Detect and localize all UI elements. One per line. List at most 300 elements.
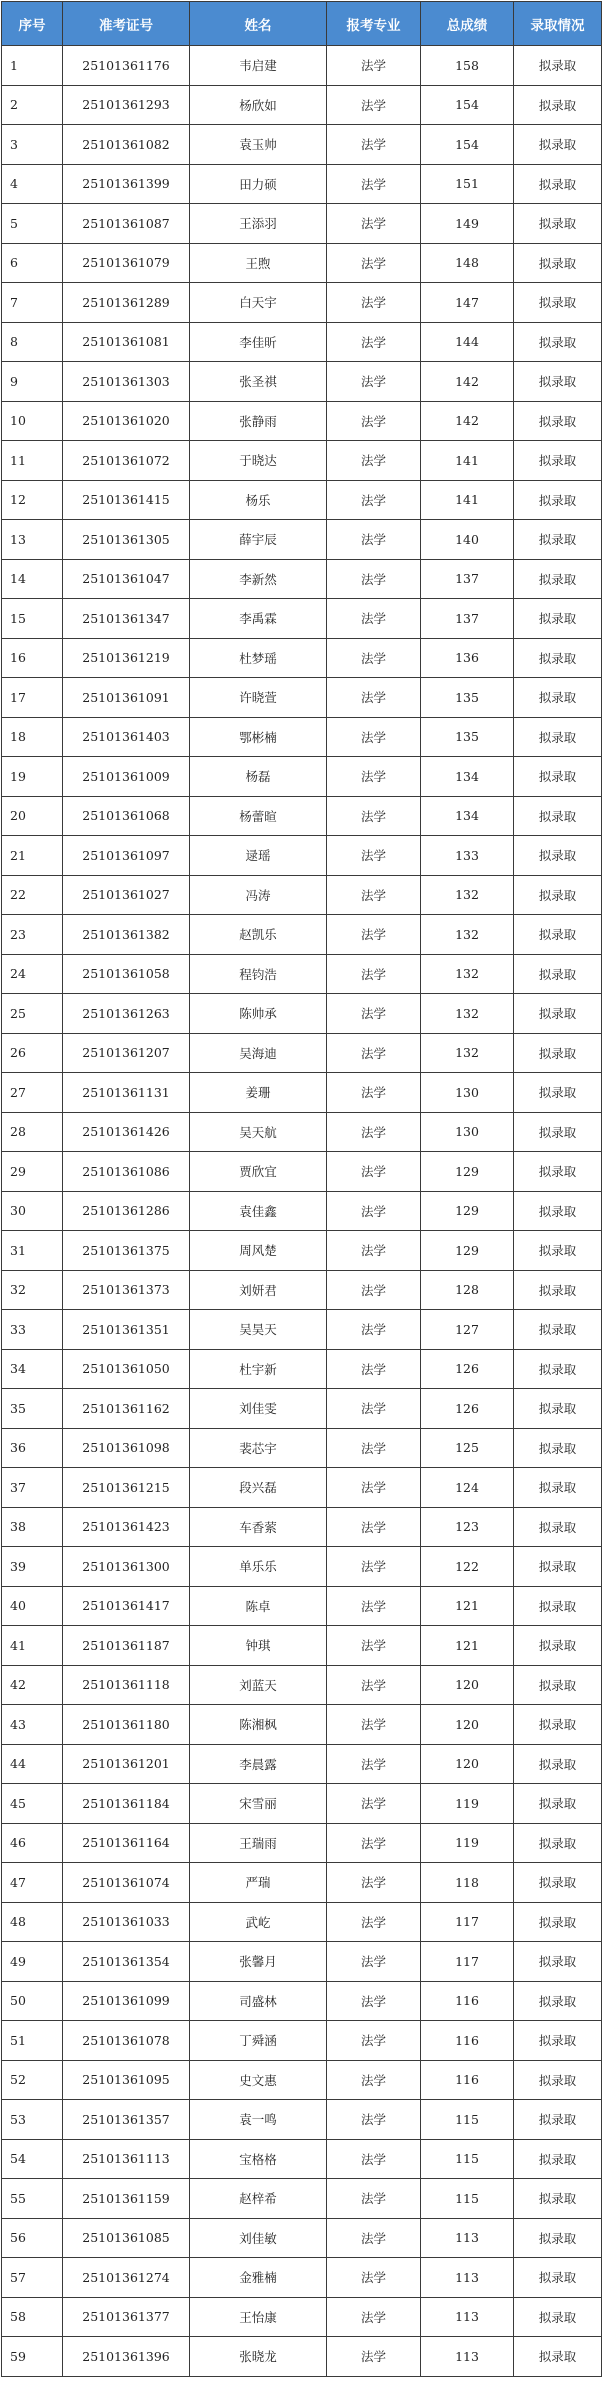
major-cell: 法学 (327, 322, 421, 362)
name-cell: 段兴磊 (190, 1468, 327, 1508)
total-score-cell: 144 (421, 322, 514, 362)
total-score-cell: 148 (421, 243, 514, 283)
name-cell: 袁玉帅 (190, 125, 327, 165)
exam-number-cell: 25101361082 (63, 125, 190, 165)
exam-number-cell: 25101361113 (63, 2139, 190, 2179)
name-cell: 杜梦瑶 (190, 638, 327, 678)
name-cell: 王煦 (190, 243, 327, 283)
seq-cell: 12 (2, 480, 63, 520)
exam-number-cell: 25101361305 (63, 520, 190, 560)
name-cell: 许晓萱 (190, 678, 327, 718)
admission-status-cell: 拟录取 (514, 1823, 602, 1863)
seq-cell: 37 (2, 1468, 63, 1508)
header-admission-status: 录取情况 (514, 2, 602, 46)
total-score-cell: 134 (421, 757, 514, 797)
exam-number-cell: 25101361074 (63, 1863, 190, 1903)
name-cell: 严瑞 (190, 1863, 327, 1903)
admission-status-cell: 拟录取 (514, 85, 602, 125)
exam-number-cell: 25101361426 (63, 1112, 190, 1152)
major-cell: 法学 (327, 2179, 421, 2219)
admission-status-cell: 拟录取 (514, 757, 602, 797)
table-row (2, 1981, 602, 2021)
total-score-cell: 117 (421, 1902, 514, 1942)
name-cell: 王怡康 (190, 2297, 327, 2337)
name-cell: 鄂彬楠 (190, 717, 327, 757)
table-row (2, 836, 602, 876)
table-row (2, 1033, 602, 1073)
table-row (2, 559, 602, 599)
table-row (2, 2139, 602, 2179)
major-cell: 法学 (327, 401, 421, 441)
total-score-cell: 147 (421, 283, 514, 323)
exam-number-cell: 25101361303 (63, 362, 190, 402)
total-score-cell: 117 (421, 1942, 514, 1982)
admission-status-cell: 拟录取 (514, 1665, 602, 1705)
table-row (2, 875, 602, 915)
exam-number-cell: 25101361180 (63, 1705, 190, 1745)
total-score-cell: 129 (421, 1231, 514, 1271)
seq-cell: 26 (2, 1033, 63, 1073)
total-score-cell: 154 (421, 125, 514, 165)
admission-status-cell: 拟录取 (514, 836, 602, 876)
seq-cell: 48 (2, 1902, 63, 1942)
exam-number-cell: 25101361078 (63, 2021, 190, 2061)
major-cell: 法学 (327, 836, 421, 876)
admission-status-cell: 拟录取 (514, 1468, 602, 1508)
major-cell: 法学 (327, 1073, 421, 1113)
major-cell: 法学 (327, 2258, 421, 2298)
exam-number-cell: 25101361162 (63, 1389, 190, 1429)
admission-status-cell: 拟录取 (514, 1586, 602, 1626)
admission-status-cell: 拟录取 (514, 599, 602, 639)
table-row (2, 1547, 602, 1587)
name-cell: 陈湘枫 (190, 1705, 327, 1745)
seq-cell: 14 (2, 559, 63, 599)
table-row (2, 796, 602, 836)
total-score-cell: 113 (421, 2337, 514, 2377)
major-cell: 法学 (327, 243, 421, 283)
admission-status-cell: 拟录取 (514, 204, 602, 244)
table-row (2, 954, 602, 994)
seq-cell: 25 (2, 994, 63, 1034)
table-row (2, 1784, 602, 1824)
major-cell: 法学 (327, 1784, 421, 1824)
seq-cell: 58 (2, 2297, 63, 2337)
total-score-cell: 125 (421, 1428, 514, 1468)
exam-number-cell: 25101361176 (63, 46, 190, 86)
name-cell: 姜珊 (190, 1073, 327, 1113)
seq-cell: 56 (2, 2218, 63, 2258)
exam-number-cell: 25101361201 (63, 1744, 190, 1784)
total-score-cell: 116 (421, 2060, 514, 2100)
exam-number-cell: 25101361027 (63, 875, 190, 915)
major-cell: 法学 (327, 875, 421, 915)
admission-status-cell: 拟录取 (514, 1191, 602, 1231)
exam-number-cell: 25101361215 (63, 1468, 190, 1508)
seq-cell: 54 (2, 2139, 63, 2179)
seq-cell: 53 (2, 2100, 63, 2140)
table-row (2, 2218, 602, 2258)
total-score-cell: 116 (421, 2021, 514, 2061)
admission-status-cell: 拟录取 (514, 164, 602, 204)
admission-status-cell: 拟录取 (514, 796, 602, 836)
major-cell: 法学 (327, 520, 421, 560)
exam-number-cell: 25101361079 (63, 243, 190, 283)
exam-number-cell: 25101361184 (63, 1784, 190, 1824)
major-cell: 法学 (327, 362, 421, 402)
exam-number-cell: 25101361351 (63, 1310, 190, 1350)
name-cell: 周风楚 (190, 1231, 327, 1271)
seq-cell: 36 (2, 1428, 63, 1468)
admission-status-cell: 拟录取 (514, 1231, 602, 1271)
major-cell: 法学 (327, 2021, 421, 2061)
major-cell: 法学 (327, 994, 421, 1034)
seq-cell: 39 (2, 1547, 63, 1587)
name-cell: 杨欣如 (190, 85, 327, 125)
major-cell: 法学 (327, 954, 421, 994)
table-row (2, 480, 602, 520)
table-row (2, 757, 602, 797)
total-score-cell: 113 (421, 2218, 514, 2258)
seq-cell: 59 (2, 2337, 63, 2377)
name-cell: 程钧浩 (190, 954, 327, 994)
exam-number-cell: 25101361099 (63, 1981, 190, 2021)
table-row (2, 204, 602, 244)
total-score-cell: 127 (421, 1310, 514, 1350)
admission-status-cell: 拟录取 (514, 1942, 602, 1982)
seq-cell: 2 (2, 85, 63, 125)
major-cell: 法学 (327, 1547, 421, 1587)
total-score-cell: 135 (421, 678, 514, 718)
major-cell: 法学 (327, 1744, 421, 1784)
name-cell: 刘妍君 (190, 1270, 327, 1310)
name-cell: 金雅楠 (190, 2258, 327, 2298)
exam-number-cell: 25101361020 (63, 401, 190, 441)
table-row (2, 2297, 602, 2337)
major-cell: 法学 (327, 2139, 421, 2179)
table-row (2, 1902, 602, 1942)
total-score-cell: 115 (421, 2179, 514, 2219)
table-row (2, 1428, 602, 1468)
name-cell: 李禹霖 (190, 599, 327, 639)
seq-cell: 43 (2, 1705, 63, 1745)
major-cell: 法学 (327, 1231, 421, 1271)
major-cell: 法学 (327, 441, 421, 481)
table-row (2, 1705, 602, 1745)
exam-number-cell: 25101361415 (63, 480, 190, 520)
name-cell: 冯涛 (190, 875, 327, 915)
name-cell: 杨磊 (190, 757, 327, 797)
seq-cell: 10 (2, 401, 63, 441)
exam-number-cell: 25101361097 (63, 836, 190, 876)
major-cell: 法学 (327, 559, 421, 599)
major-cell: 法学 (327, 717, 421, 757)
admission-status-cell: 拟录取 (514, 46, 602, 86)
seq-cell: 41 (2, 1626, 63, 1666)
admission-status-cell: 拟录取 (514, 1033, 602, 1073)
exam-number-cell: 25101361047 (63, 559, 190, 599)
total-score-cell: 140 (421, 520, 514, 560)
name-cell: 刘佳敏 (190, 2218, 327, 2258)
admission-status-cell: 拟录取 (514, 2218, 602, 2258)
exam-number-cell: 25101361354 (63, 1942, 190, 1982)
seq-cell: 42 (2, 1665, 63, 1705)
table-row (2, 1586, 602, 1626)
admission-status-cell: 拟录取 (514, 717, 602, 757)
exam-number-cell: 25101361373 (63, 1270, 190, 1310)
admission-status-cell: 拟录取 (514, 875, 602, 915)
total-score-cell: 132 (421, 915, 514, 955)
table-row (2, 1626, 602, 1666)
total-score-cell: 119 (421, 1784, 514, 1824)
name-cell: 刘佳雯 (190, 1389, 327, 1429)
table-row (2, 1863, 602, 1903)
exam-number-cell: 25101361293 (63, 85, 190, 125)
total-score-cell: 128 (421, 1270, 514, 1310)
seq-cell: 24 (2, 954, 63, 994)
admission-status-cell: 拟录取 (514, 125, 602, 165)
major-cell: 法学 (327, 283, 421, 323)
seq-cell: 31 (2, 1231, 63, 1271)
name-cell: 李佳昕 (190, 322, 327, 362)
major-cell: 法学 (327, 125, 421, 165)
admission-status-cell: 拟录取 (514, 1389, 602, 1429)
total-score-cell: 126 (421, 1389, 514, 1429)
table-row (2, 717, 602, 757)
table-row (2, 125, 602, 165)
seq-cell: 51 (2, 2021, 63, 2061)
table-row (2, 678, 602, 718)
header-row (2, 2, 602, 46)
table-row (2, 243, 602, 283)
header-exam-number: 准考证号 (63, 2, 190, 46)
table-header (2, 2, 602, 46)
exam-number-cell: 25101361159 (63, 2179, 190, 2219)
name-cell: 袁一鸣 (190, 2100, 327, 2140)
total-score-cell: 141 (421, 480, 514, 520)
admission-status-cell: 拟录取 (514, 1349, 602, 1389)
seq-cell: 15 (2, 599, 63, 639)
total-score-cell: 151 (421, 164, 514, 204)
table-row (2, 2258, 602, 2298)
name-cell: 赵梓希 (190, 2179, 327, 2219)
major-cell: 法学 (327, 1152, 421, 1192)
major-cell: 法学 (327, 2060, 421, 2100)
exam-number-cell: 25101361087 (63, 204, 190, 244)
table-row (2, 1942, 602, 1982)
seq-cell: 35 (2, 1389, 63, 1429)
table-row (2, 1270, 602, 1310)
admission-status-cell: 拟录取 (514, 1073, 602, 1113)
major-cell: 法学 (327, 1191, 421, 1231)
major-cell: 法学 (327, 1942, 421, 1982)
major-cell: 法学 (327, 1468, 421, 1508)
exam-number-cell: 25101361164 (63, 1823, 190, 1863)
total-score-cell: 142 (421, 362, 514, 402)
total-score-cell: 121 (421, 1586, 514, 1626)
table-row (2, 520, 602, 560)
total-score-cell: 120 (421, 1665, 514, 1705)
total-score-cell: 120 (421, 1705, 514, 1745)
major-cell: 法学 (327, 480, 421, 520)
total-score-cell: 132 (421, 1033, 514, 1073)
exam-number-cell: 25101361423 (63, 1507, 190, 1547)
total-score-cell: 137 (421, 559, 514, 599)
seq-cell: 13 (2, 520, 63, 560)
admission-status-cell: 拟录取 (514, 1784, 602, 1824)
admission-status-cell: 拟录取 (514, 480, 602, 520)
seq-cell: 28 (2, 1112, 63, 1152)
total-score-cell: 120 (421, 1744, 514, 1784)
table-row (2, 1389, 602, 1429)
total-score-cell: 126 (421, 1349, 514, 1389)
major-cell: 法学 (327, 1033, 421, 1073)
admission-status-cell: 拟录取 (514, 1428, 602, 1468)
name-cell: 杨乐 (190, 480, 327, 520)
admission-status-cell: 拟录取 (514, 2060, 602, 2100)
seq-cell: 55 (2, 2179, 63, 2219)
major-cell: 法学 (327, 1586, 421, 1626)
admission-status-cell: 拟录取 (514, 1112, 602, 1152)
seq-cell: 9 (2, 362, 63, 402)
seq-cell: 19 (2, 757, 63, 797)
major-cell: 法学 (327, 2100, 421, 2140)
seq-cell: 16 (2, 638, 63, 678)
exam-number-cell: 25101361072 (63, 441, 190, 481)
admission-status-cell: 拟录取 (514, 678, 602, 718)
table-row (2, 2100, 602, 2140)
name-cell: 袁佳鑫 (190, 1191, 327, 1231)
exam-number-cell: 25101361033 (63, 1902, 190, 1942)
total-score-cell: 133 (421, 836, 514, 876)
name-cell: 吴天航 (190, 1112, 327, 1152)
admission-status-cell: 拟录取 (514, 559, 602, 599)
name-cell: 钟琪 (190, 1626, 327, 1666)
major-cell: 法学 (327, 2337, 421, 2377)
seq-cell: 4 (2, 164, 63, 204)
admission-status-cell: 拟录取 (514, 2337, 602, 2377)
admission-status-cell: 拟录取 (514, 1152, 602, 1192)
name-cell: 白天宇 (190, 283, 327, 323)
admission-status-cell: 拟录取 (514, 2297, 602, 2337)
name-cell: 车香萦 (190, 1507, 327, 1547)
exam-number-cell: 25101361131 (63, 1073, 190, 1113)
total-score-cell: 129 (421, 1152, 514, 1192)
total-score-cell: 116 (421, 1981, 514, 2021)
name-cell: 田力硕 (190, 164, 327, 204)
major-cell: 法学 (327, 1863, 421, 1903)
name-cell: 吴昊天 (190, 1310, 327, 1350)
name-cell: 王瑞雨 (190, 1823, 327, 1863)
major-cell: 法学 (327, 1389, 421, 1429)
name-cell: 陈帅承 (190, 994, 327, 1034)
major-cell: 法学 (327, 1270, 421, 1310)
major-cell: 法学 (327, 1626, 421, 1666)
major-cell: 法学 (327, 204, 421, 244)
seq-cell: 7 (2, 283, 63, 323)
admission-status-cell: 拟录取 (514, 2100, 602, 2140)
name-cell: 李晨露 (190, 1744, 327, 1784)
table-row (2, 322, 602, 362)
admission-status-cell: 拟录取 (514, 2258, 602, 2298)
exam-number-cell: 25101361289 (63, 283, 190, 323)
table-row (2, 1665, 602, 1705)
name-cell: 张晓龙 (190, 2337, 327, 2377)
major-cell: 法学 (327, 2297, 421, 2337)
major-cell: 法学 (327, 1823, 421, 1863)
admission-status-cell: 拟录取 (514, 1270, 602, 1310)
major-cell: 法学 (327, 85, 421, 125)
exam-number-cell: 25101361219 (63, 638, 190, 678)
exam-number-cell: 25101361068 (63, 796, 190, 836)
major-cell: 法学 (327, 1902, 421, 1942)
seq-cell: 50 (2, 1981, 63, 2021)
table-row (2, 1507, 602, 1547)
name-cell: 张圣祺 (190, 362, 327, 402)
major-cell: 法学 (327, 1112, 421, 1152)
seq-cell: 52 (2, 2060, 63, 2100)
name-cell: 薛宇辰 (190, 520, 327, 560)
admission-status-cell: 拟录取 (514, 283, 602, 323)
name-cell: 赵凯乐 (190, 915, 327, 955)
name-cell: 于晓达 (190, 441, 327, 481)
seq-cell: 17 (2, 678, 63, 718)
admission-status-cell: 拟录取 (514, 2139, 602, 2179)
total-score-cell: 115 (421, 2139, 514, 2179)
table-row (2, 441, 602, 481)
admission-status-cell: 拟录取 (514, 520, 602, 560)
major-cell: 法学 (327, 2218, 421, 2258)
major-cell: 法学 (327, 1310, 421, 1350)
seq-cell: 30 (2, 1191, 63, 1231)
exam-number-cell: 25101361300 (63, 1547, 190, 1587)
major-cell: 法学 (327, 1665, 421, 1705)
name-cell: 宋雪丽 (190, 1784, 327, 1824)
total-score-cell: 154 (421, 85, 514, 125)
table-row (2, 2021, 602, 2061)
seq-cell: 29 (2, 1152, 63, 1192)
name-cell: 单乐乐 (190, 1547, 327, 1587)
table-row (2, 1468, 602, 1508)
admission-status-cell: 拟录取 (514, 401, 602, 441)
seq-cell: 38 (2, 1507, 63, 1547)
name-cell: 武屹 (190, 1902, 327, 1942)
admission-status-cell: 拟录取 (514, 994, 602, 1034)
exam-number-cell: 25101361187 (63, 1626, 190, 1666)
admission-status-cell: 拟录取 (514, 638, 602, 678)
exam-number-cell: 25101361085 (63, 2218, 190, 2258)
admission-status-cell: 拟录取 (514, 243, 602, 283)
header-major: 报考专业 (327, 2, 421, 46)
header-total-score: 总成绩 (421, 2, 514, 46)
exam-number-cell: 25101361118 (63, 1665, 190, 1705)
header-name: 姓名 (190, 2, 327, 46)
total-score-cell: 118 (421, 1863, 514, 1903)
major-cell: 法学 (327, 164, 421, 204)
major-cell: 法学 (327, 46, 421, 86)
admission-status-cell: 拟录取 (514, 362, 602, 402)
admission-status-cell: 拟录取 (514, 2021, 602, 2061)
table-row (2, 401, 602, 441)
exam-number-cell: 25101361009 (63, 757, 190, 797)
table-row (2, 1191, 602, 1231)
name-cell: 杜宇新 (190, 1349, 327, 1389)
admission-status-cell: 拟录取 (514, 954, 602, 994)
seq-cell: 18 (2, 717, 63, 757)
seq-cell: 32 (2, 1270, 63, 1310)
total-score-cell: 149 (421, 204, 514, 244)
seq-cell: 46 (2, 1823, 63, 1863)
